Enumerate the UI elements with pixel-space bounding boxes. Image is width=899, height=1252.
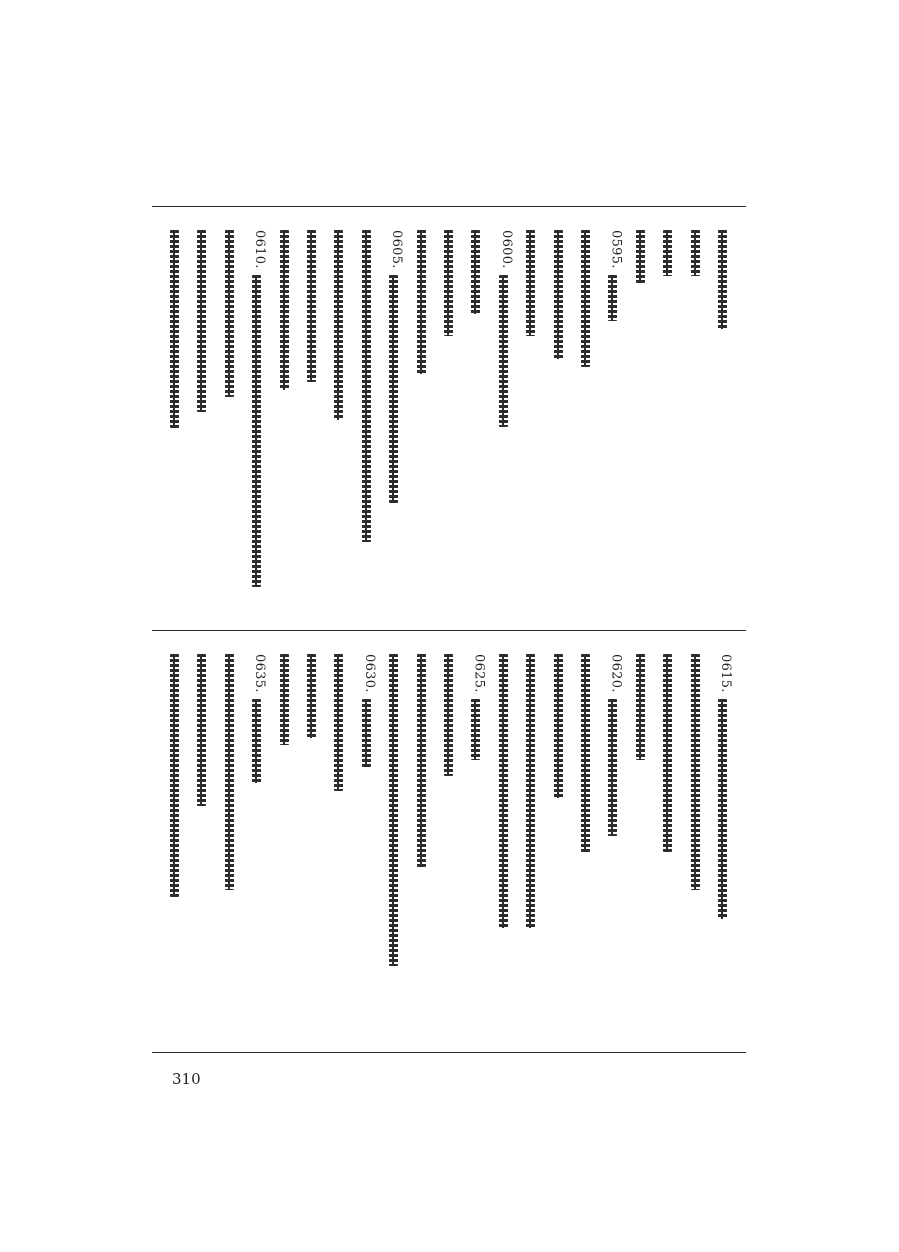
mongolian-script-line [334, 654, 343, 791]
verse-line [164, 230, 186, 620]
verse-line [548, 654, 570, 1044]
verse-line [438, 654, 460, 1044]
verse-line [356, 230, 378, 620]
verse-line [274, 230, 296, 620]
mongolian-script-line [334, 230, 343, 420]
line-number: 0630. [361, 654, 377, 693]
verse-line [657, 230, 679, 620]
mongolian-script-line [252, 275, 261, 587]
verse-line [438, 230, 460, 620]
mongolian-script-line [526, 654, 535, 928]
verse-line [712, 654, 734, 1044]
mongolian-script-line [389, 654, 398, 966]
mongolian-script-line [170, 230, 179, 428]
verse-line [493, 230, 515, 620]
verse-line [191, 230, 213, 620]
mongolian-script-line [444, 230, 453, 336]
verse-line [575, 654, 597, 1044]
verse-line [191, 654, 213, 1044]
line-number: 0600. [498, 230, 514, 269]
mongolian-script-line [691, 230, 700, 276]
verse-line [356, 654, 378, 1044]
verse-line [246, 654, 268, 1044]
mongolian-script-line [280, 230, 289, 390]
mongolian-script-line [471, 699, 480, 760]
mongolian-script-line [389, 275, 398, 503]
mongolian-script-line [636, 654, 645, 760]
verse-line [328, 654, 350, 1044]
mongolian-script-line [280, 654, 289, 745]
page-number: 310 [172, 1070, 201, 1088]
verse-line [164, 654, 186, 1044]
mongolian-script-line [691, 654, 700, 890]
verse-line [575, 230, 597, 620]
verse-line [712, 230, 734, 620]
verse-line [657, 654, 679, 1044]
mongolian-script-line [554, 654, 563, 798]
line-number: 0615. [718, 654, 733, 693]
verse-line [411, 230, 433, 620]
line-number: 0595. [608, 230, 624, 269]
verse-line [301, 230, 323, 620]
mongolian-script-line [362, 699, 371, 768]
verse-line [465, 654, 487, 1044]
line-number: 0610. [252, 230, 268, 269]
mongolian-script-line [444, 654, 453, 776]
verse-line [493, 654, 515, 1044]
verse-line [301, 654, 323, 1044]
verse-line [520, 654, 542, 1044]
mongolian-script-line [636, 230, 645, 283]
mongolian-script-line [718, 699, 727, 920]
mongolian-script-line [581, 230, 590, 367]
mongolian-script-line [197, 230, 206, 412]
line-number: 0635. [252, 654, 268, 693]
mongolian-script-line [663, 654, 672, 852]
mongolian-script-line [307, 230, 316, 382]
line-number: 0620. [608, 654, 624, 693]
mongolian-script-line [362, 230, 371, 542]
middle-rule [152, 630, 746, 631]
verse-line [520, 230, 542, 620]
verse-line [602, 230, 624, 620]
verse-line [274, 654, 296, 1044]
verse-line [383, 230, 405, 620]
mongolian-script-line [417, 230, 426, 374]
mongolian-script-line [581, 654, 590, 852]
verse-line [411, 654, 433, 1044]
mongolian-script-line [718, 230, 727, 329]
verse-line [328, 230, 350, 620]
mongolian-script-line [197, 654, 206, 806]
verse-line [465, 230, 487, 620]
mongolian-script-line [307, 654, 316, 738]
mongolian-script-line [170, 654, 179, 897]
verse-line [630, 230, 652, 620]
mongolian-script-line [608, 699, 617, 836]
verse-line [685, 654, 707, 1044]
verse-line [548, 230, 570, 620]
verse-line [685, 230, 707, 620]
line-number: 0605. [389, 230, 405, 269]
verse-line [246, 230, 268, 620]
mongolian-script-line [471, 230, 480, 314]
mongolian-script-line [663, 230, 672, 276]
verse-line [219, 654, 241, 1044]
bottom-rule [152, 1052, 746, 1053]
mongolian-script-line [417, 654, 426, 867]
verse-line [219, 230, 241, 620]
mongolian-script-line [499, 654, 508, 928]
verse-line [602, 654, 624, 1044]
upper-verse-block [152, 230, 746, 620]
mongolian-script-line [252, 699, 261, 783]
mongolian-script-line [225, 230, 234, 397]
verse-line [630, 654, 652, 1044]
mongolian-script-line [225, 654, 234, 890]
line-number: 0625. [471, 654, 487, 693]
mongolian-script-line [499, 275, 508, 427]
lower-verse-block [152, 654, 746, 1044]
mongolian-script-line [526, 230, 535, 336]
verse-line [383, 654, 405, 1044]
mongolian-script-line [554, 230, 563, 359]
mongolian-script-line [608, 275, 617, 321]
top-rule [152, 206, 746, 207]
